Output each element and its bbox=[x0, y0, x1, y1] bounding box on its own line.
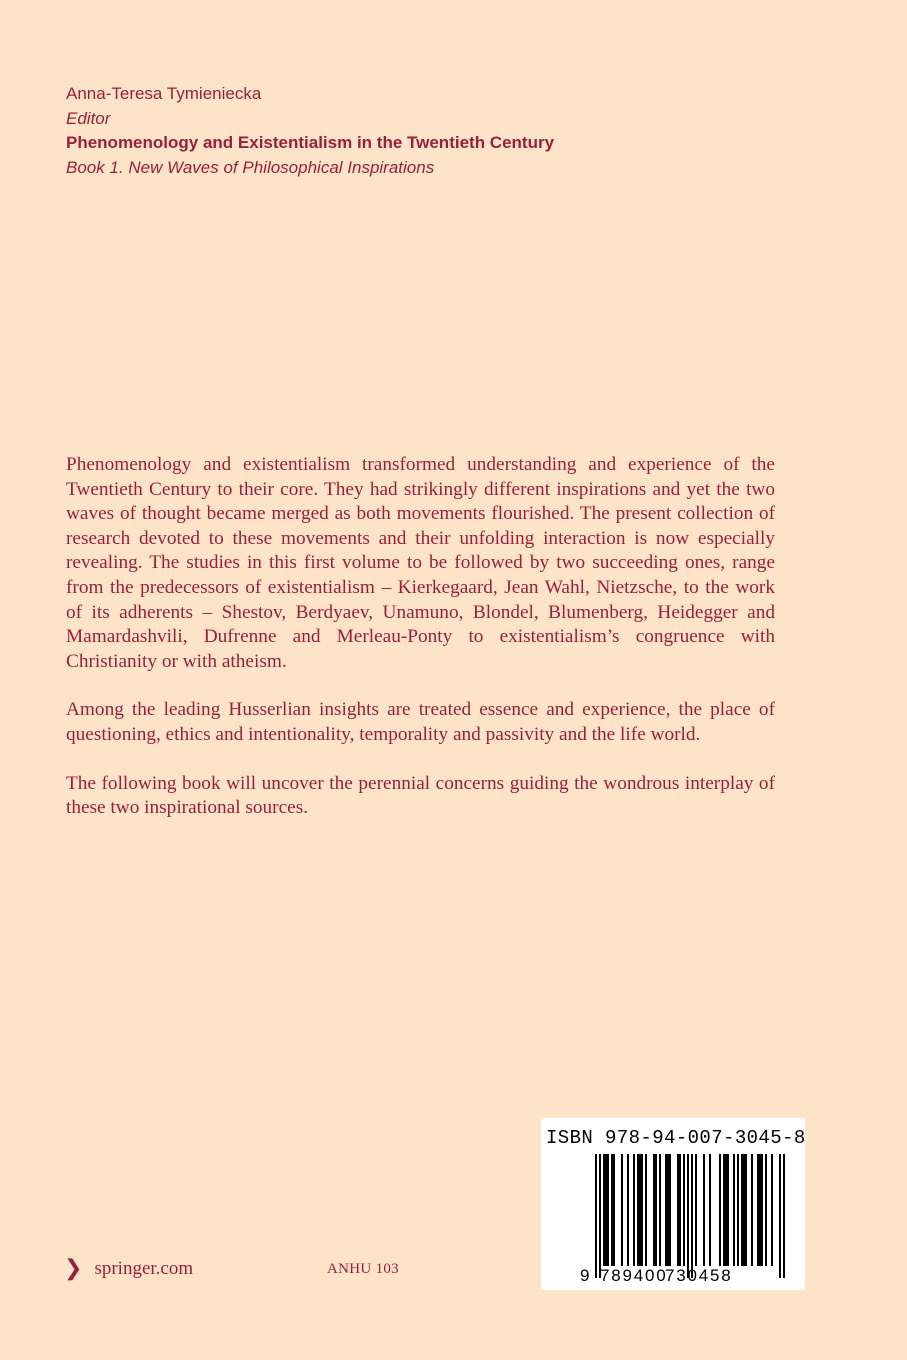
barcode-bar bbox=[611, 1154, 615, 1266]
barcode-bar bbox=[653, 1154, 657, 1266]
barcode-guard-bar bbox=[687, 1154, 689, 1278]
ean-right-digits: 730458 bbox=[665, 1266, 733, 1285]
barcode-bar bbox=[683, 1154, 685, 1266]
barcode-bar bbox=[695, 1154, 697, 1266]
ean-left-digits: 789400 bbox=[600, 1266, 668, 1285]
barcode-bar bbox=[603, 1154, 609, 1266]
publisher-link[interactable] bbox=[64, 1258, 193, 1280]
book-subtitle: Book 1. New Waves of Philosophical Inspirations bbox=[66, 157, 435, 177]
barcode-bar bbox=[703, 1154, 705, 1266]
barcode-guard-bar bbox=[783, 1154, 785, 1278]
barcode-guard-bar bbox=[779, 1154, 781, 1278]
barcode-bar bbox=[751, 1154, 753, 1266]
blurb-paragraph: Phenomenology and existentialism transformed understanding and experience of the Twentieth Century to their core. They had strikingly different inspirations and yet the two waves of thought became merged as both movements flourished. The present collection of research devoted to these movements and their unfolding interaction is now especially revealing. The studies in this first volume to be followed by two succeeding ones, range from the predecessors of existentialism – Kierkegaard, Jean Wahl, Nietzsche, to the work of its adherents – Shestov, Berdyaev, Unamuno, Blondel, Blumenberg, Heidegger and Mamardashvili, Dufrenne and Merleau-Ponty to existentialism’s congruence with Christianity or with atheism. bbox=[66, 454, 775, 672]
ean-first-digit: 9 bbox=[580, 1266, 592, 1285]
series-code: ANHU 103 bbox=[327, 1261, 399, 1277]
barcode-bar bbox=[637, 1154, 643, 1266]
barcode-bar bbox=[633, 1154, 635, 1266]
isbn-label: ISBN 978-94-007-3045-8 bbox=[546, 1127, 806, 1149]
barcode-bar bbox=[677, 1154, 681, 1266]
barcode-bar bbox=[665, 1154, 671, 1266]
author-role: Editor bbox=[66, 108, 111, 128]
barcode-bar bbox=[621, 1154, 623, 1266]
barcode-guard-bar bbox=[599, 1154, 601, 1278]
barcode-bar bbox=[645, 1154, 647, 1266]
barcode-bar bbox=[723, 1154, 729, 1266]
barcode-bar bbox=[737, 1154, 739, 1266]
barcode-bar bbox=[659, 1154, 661, 1266]
barcode-bar bbox=[771, 1154, 773, 1266]
barcode-bar bbox=[733, 1154, 735, 1266]
publisher-link-text[interactable]: springer.com bbox=[94, 1258, 194, 1279]
blurb-paragraph: Among the leading Husserlian insights are treated essence and experience, the place of questioning, ethics and intentionality, temporality and passivity and the life world. bbox=[66, 699, 775, 745]
barcode-icon bbox=[541, 1118, 805, 1290]
author-name: Anna-Teresa Tymieniecka bbox=[66, 84, 262, 103]
isbn-barcode-block bbox=[541, 1118, 805, 1290]
barcode-guard-bar bbox=[691, 1154, 693, 1278]
book-title: Phenomenology and Existentialism in the Twentieth Century bbox=[66, 133, 555, 152]
barcode-bar bbox=[765, 1154, 767, 1266]
barcode-guard-bar bbox=[595, 1154, 597, 1278]
barcode-bar bbox=[757, 1154, 763, 1266]
barcode-bar bbox=[709, 1154, 711, 1266]
chevron-right-icon: ❯ bbox=[64, 1256, 83, 1281]
back-cover-blurb bbox=[66, 453, 775, 845]
barcode-bar bbox=[627, 1154, 629, 1266]
blurb-paragraph: The following book will uncover the perennial concerns guiding the wondrous interplay of these two inspirational sources. bbox=[66, 772, 775, 819]
barcode-bar bbox=[741, 1154, 747, 1266]
barcode-bar bbox=[719, 1154, 721, 1266]
cover-header bbox=[66, 82, 554, 180]
